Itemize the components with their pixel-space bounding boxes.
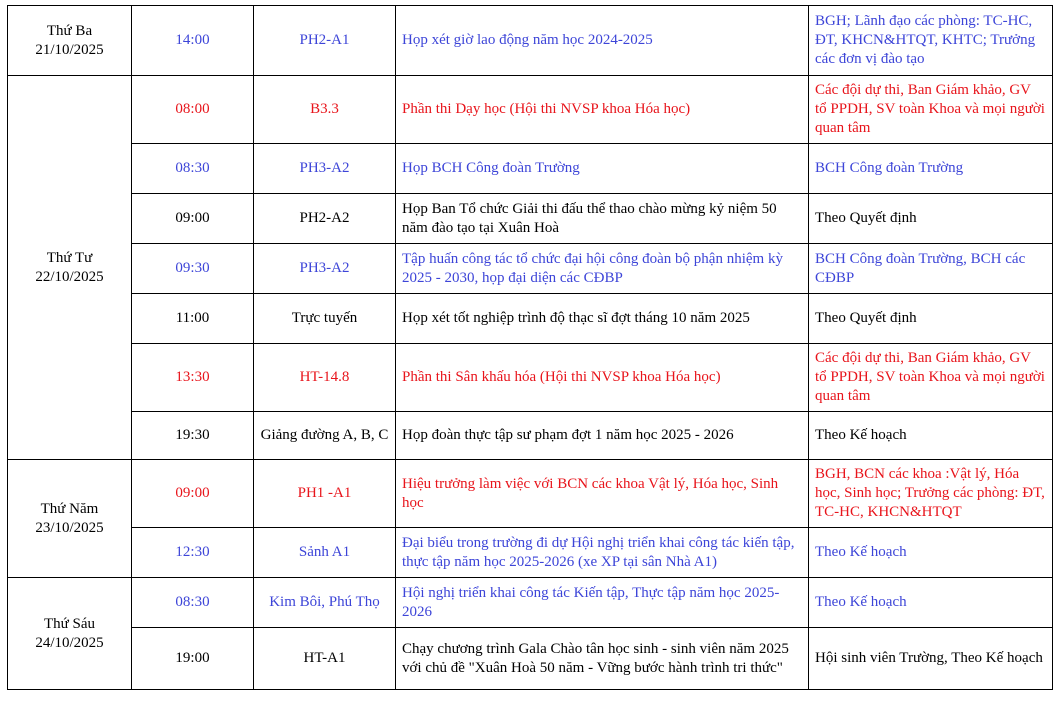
participants-cell: BGH; Lãnh đạo các phòng: TC-HC, ĐT, KHCN&HTQT, KHTC; Trưởng các đơn vị đào tạo (809, 6, 1053, 76)
day-cell (8, 6, 132, 76)
time-cell: 13:30 (132, 344, 254, 412)
participants-cell: BGH, BCN các khoa :Vật lý, Hóa học, Sinh học; Trưởng các phòng: ĐT, TC-HC, KHCN&HTQT (809, 460, 1053, 528)
day-date: 21/10/2025 (35, 41, 104, 58)
room-cell: HT-A1 (254, 628, 396, 690)
room-cell: Giảng đường A, B, C (254, 412, 396, 460)
time-cell: 19:00 (132, 628, 254, 690)
table-row (8, 628, 1053, 690)
room-cell: Trực tuyến (254, 294, 396, 344)
day-name: Thứ Sáu (43, 615, 96, 632)
table-row (8, 194, 1053, 244)
schedule-table (7, 5, 1053, 690)
participants-cell: BCH Công đoàn Trường, BCH các CĐBP (809, 244, 1053, 294)
participants-cell: Theo Kế hoạch (809, 578, 1053, 628)
content-cell: Họp Ban Tổ chức Giải thi đấu thể thao chào mừng kỷ niệm 50 năm đào tạo tại Xuân Hoà (396, 194, 809, 244)
content-cell: Họp đoàn thực tập sư phạm đợt 1 năm học 2025 - 2026 (396, 412, 809, 460)
content-cell: Họp BCH Công đoàn Trường (396, 144, 809, 194)
day-cell (8, 460, 132, 578)
table-row (8, 460, 1053, 528)
time-cell: 14:00 (132, 6, 254, 76)
table-row (8, 6, 1053, 76)
time-cell: 08:30 (132, 578, 254, 628)
day-name: Thứ Tư (46, 249, 93, 266)
participants-cell: BCH Công đoàn Trường (809, 144, 1053, 194)
participants-cell: Các đội dự thi, Ban Giám khảo, GV tổ PPDH, SV toàn Khoa và mọi người quan tâm (809, 344, 1053, 412)
content-cell: Phần thi Dạy học (Hội thi NVSP khoa Hóa học) (396, 76, 809, 144)
room-cell: Kim Bôi, Phú Thọ (254, 578, 396, 628)
content-cell: Phần thi Sân khấu hóa (Hội thi NVSP khoa Hóa học) (396, 344, 809, 412)
content-cell: Hội nghị triển khai công tác Kiến tập, Thực tập năm học 2025-2026 (396, 578, 809, 628)
content-cell: Họp xét giờ lao động năm học 2024-2025 (396, 6, 809, 76)
time-cell: 19:30 (132, 412, 254, 460)
participants-cell: Theo Kế hoạch (809, 412, 1053, 460)
table-row (8, 578, 1053, 628)
time-cell: 09:00 (132, 194, 254, 244)
room-cell: PH3-A2 (254, 144, 396, 194)
room-cell: PH2-A2 (254, 194, 396, 244)
content-cell: Tập huấn công tác tổ chức đại hội công đoàn bộ phận nhiệm kỳ 2025 - 2030, họp đại diện các CĐBP (396, 244, 809, 294)
day-cell (8, 578, 132, 690)
content-cell: Đại biểu trong trường đi dự Hội nghị triển khai công tác kiến tập, thực tập năm học 2025-2026 (xe XP tại sân Nhà A1) (396, 528, 809, 578)
participants-cell: Các đội dự thi, Ban Giám khảo, GV tổ PPDH, SV toàn Khoa và mọi người quan tâm (809, 76, 1053, 144)
time-cell: 09:30 (132, 244, 254, 294)
day-name: Thứ Năm (40, 500, 99, 517)
table-row (8, 144, 1053, 194)
table-row (8, 412, 1053, 460)
participants-cell: Hội sinh viên Trường, Theo Kế hoạch (809, 628, 1053, 690)
table-row (8, 344, 1053, 412)
time-cell: 11:00 (132, 294, 254, 344)
participants-cell: Theo Kế hoạch (809, 528, 1053, 578)
day-cell (8, 76, 132, 460)
time-cell: 08:30 (132, 144, 254, 194)
day-date: 24/10/2025 (35, 634, 104, 651)
time-cell: 12:30 (132, 528, 254, 578)
content-cell: Chạy chương trình Gala Chào tân học sinh - sinh viên năm 2025 với chủ đề "Xuân Hoà 50 năm - Vững bước hành trình tri thức" (396, 628, 809, 690)
room-cell: PH1 -A1 (254, 460, 396, 528)
participants-cell: Theo Quyết định (809, 194, 1053, 244)
day-date: 22/10/2025 (35, 268, 104, 285)
content-cell: Họp xét tốt nghiệp trình độ thạc sĩ đợt tháng 10 năm 2025 (396, 294, 809, 344)
room-cell: PH2-A1 (254, 6, 396, 76)
schedule-body (8, 6, 1053, 690)
day-date: 23/10/2025 (35, 519, 104, 536)
time-cell: 09:00 (132, 460, 254, 528)
table-row (8, 294, 1053, 344)
time-cell: 08:00 (132, 76, 254, 144)
participants-cell: Theo Quyết định (809, 294, 1053, 344)
table-row (8, 244, 1053, 294)
table-row (8, 528, 1053, 578)
room-cell: Sảnh A1 (254, 528, 396, 578)
room-cell: HT-14.8 (254, 344, 396, 412)
content-cell: Hiệu trưởng làm việc với BCN các khoa Vật lý, Hóa học, Sinh học (396, 460, 809, 528)
room-cell: PH3-A2 (254, 244, 396, 294)
table-row (8, 76, 1053, 144)
day-name: Thứ Ba (46, 22, 93, 39)
room-cell: B3.3 (254, 76, 396, 144)
